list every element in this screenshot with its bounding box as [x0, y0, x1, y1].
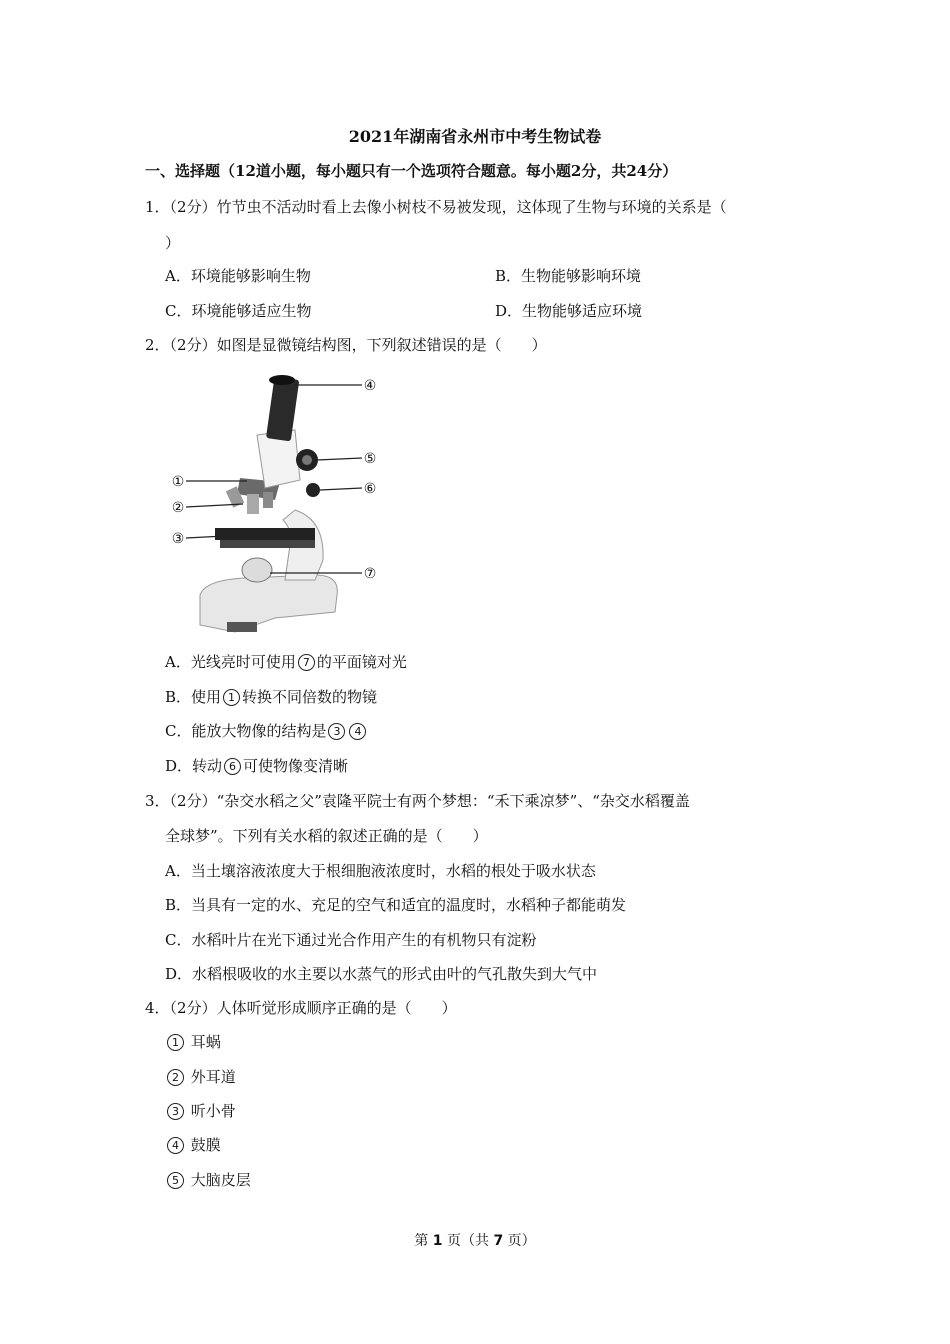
- question-4-item: 4 鼓膜: [165, 1134, 221, 1155]
- question-3-stem-cont: 全球梦”。下列有关水稻的叙述正确的是（ ）: [165, 827, 488, 845]
- label-3: ③: [171, 531, 185, 547]
- label-6: ⑥: [363, 481, 377, 497]
- microscope-figure: [165, 370, 390, 640]
- question-2-option-a: A．光线亮时可使用 7 的平面镜对光: [165, 653, 407, 671]
- question-4-item: 2 外耳道: [165, 1066, 236, 1087]
- question-4-item: 1 耳蜗: [165, 1031, 221, 1052]
- question-3-stem: 3．（2分）“杂交水稻之父”袁隆平院士有两个梦想：“禾下乘凉梦”、“杂交水稻覆盖: [145, 792, 690, 810]
- page-number: 1: [432, 1233, 443, 1249]
- label-1: ①: [171, 474, 185, 490]
- circled-number: 6: [224, 758, 241, 775]
- question-3-option-d: D．水稻根吸收的水主要以水蒸气的形式由叶的气孔散失到大气中: [165, 965, 598, 983]
- label-4: ④: [363, 378, 377, 394]
- question-3-option-c: C．水稻叶片在光下通过光合作用产生的有机物只有淀粉: [165, 931, 537, 949]
- circled-number: 3: [328, 723, 345, 740]
- page-footer: 第 1 页（共 7 页）: [414, 1233, 536, 1249]
- label-7: ⑦: [363, 566, 377, 582]
- question-1-stem: 1．（2分）竹节虫不活动时看上去像小树枝不易被发现，这体现了生物与环境的关系是（: [145, 198, 727, 216]
- circled-number: 7: [298, 654, 315, 671]
- label-5: ⑤: [363, 451, 377, 467]
- label-2: ②: [171, 500, 185, 516]
- question-4-stem: 4．（2分）人体听觉形成顺序正确的是（ ）: [145, 999, 457, 1017]
- circled-number: 4: [349, 723, 366, 740]
- circled-number: 1: [223, 689, 240, 706]
- question-4-item: 3 听小骨: [165, 1100, 236, 1121]
- page-total: 7: [493, 1233, 504, 1249]
- question-1-option-a: A．环境能够影响生物: [165, 267, 311, 285]
- question-4-item: 5 大脑皮层: [165, 1169, 251, 1190]
- question-2-option-d: D．转动 6 可使物像变清晰: [165, 757, 349, 775]
- question-2-option-b: B．使用 1 转换不同倍数的物镜: [165, 688, 378, 706]
- question-3-option-a: A．当土壤溶液浓度大于根细胞液浓度时，水稻的根处于吸水状态: [165, 862, 596, 880]
- section-heading: 一、选择题（12道小题，每小题只有一个选项符合题意。每小题2分，共24分）: [145, 162, 678, 180]
- question-3-option-b: B．当具有一定的水、充足的空气和适宜的温度时，水稻种子都能萌发: [165, 896, 627, 914]
- question-1-option-b: B．生物能够影响环境: [495, 267, 642, 285]
- question-2-stem: 2．（2分）如图是显微镜结构图，下列叙述错误的是（ ）: [145, 336, 547, 354]
- question-2-option-c: C．能放大物像的结构是 3 4: [165, 720, 368, 741]
- question-1-stem-cont: ）: [165, 234, 181, 252]
- question-1-option-c: C．环境能够适应生物: [165, 302, 312, 320]
- page-title: 2021年湖南省永州市中考生物试卷: [348, 127, 602, 146]
- question-1-option-d: D．生物能够适应环境: [495, 302, 643, 320]
